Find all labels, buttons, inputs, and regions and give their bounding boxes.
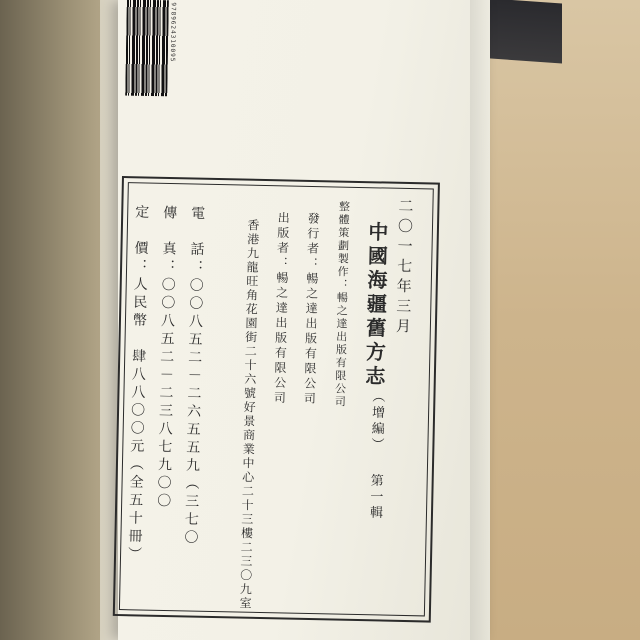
planning-publisher: 整體策劃製作：暢之達出版有限公司 [333, 200, 351, 409]
volume-label: 第一輯 [366, 473, 383, 522]
publisher-line: 出版者：暢之達出版有限公司 [272, 211, 291, 407]
barcode-digits: 9789624310095 [168, 2, 177, 63]
fax-line: 傳 真：〇〇八五二－二三八七九〇〇 [154, 204, 178, 512]
edition-label: （增編） [368, 389, 385, 454]
barcode-bars [125, 0, 169, 96]
colophon-box [113, 176, 440, 623]
backdrop-left [0, 0, 110, 640]
book-title: 中國海疆舊方志 [361, 221, 390, 390]
publication-date: 二〇一七年三月 [393, 197, 415, 339]
price-line: 定 價：人民幣 肆八八〇〇元（全五十冊） [125, 204, 150, 565]
telephone-line: 電 話：〇〇八五二－二六五五九（三七〇 [182, 205, 206, 548]
page-fold-shadow [470, 0, 490, 640]
issuer-line: 發行者：暢之達出版有限公司 [302, 211, 321, 408]
backdrop-right [470, 0, 640, 640]
publisher-address: 香港九龍旺角花園街二十六號好景商業中心二十三樓二三〇九室 [237, 218, 261, 611]
barcode [125, 0, 177, 100]
